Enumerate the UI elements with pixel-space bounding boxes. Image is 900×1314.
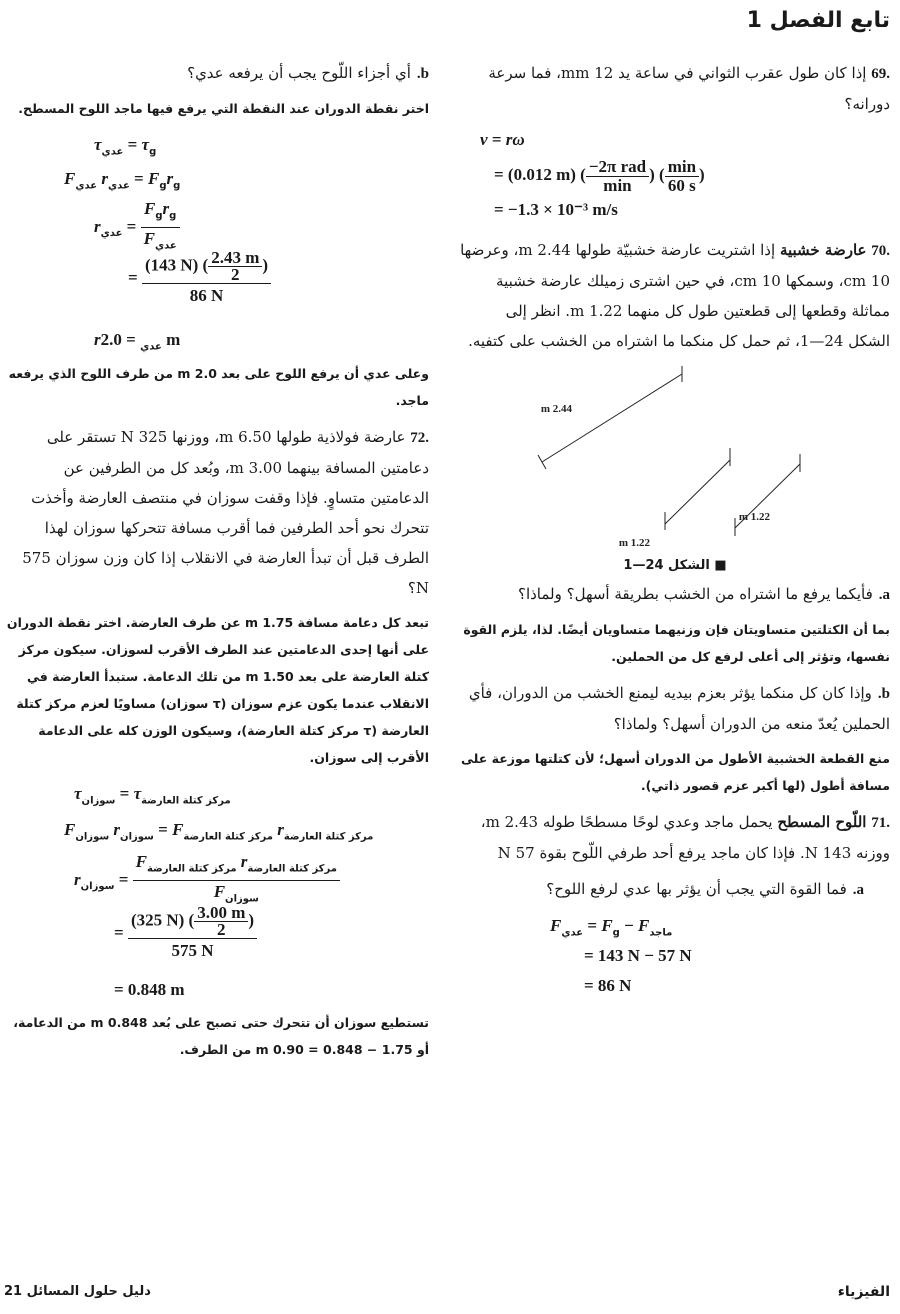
conclusion-72: تستطيع سوزان أن تتحرك حتى تصبح على بُعد 0.848 m من الدعامة، أو 1.75 − 0.848 = 0.90 m من الطرف. [13,1015,429,1057]
left-column [4,58,429,1071]
answer-71b: اختر نقطة الدوران عند النقطة التي يرفع فيها ماجد اللوح المسطح. [18,101,429,116]
problem-number: 69. [871,66,890,82]
label-short-board-b: 1.22 m [738,511,770,523]
problem-71 [460,807,890,868]
problem-number: 71. [871,815,890,831]
equation-line: = 0.848 m [114,980,185,999]
label-short-board-a: 1.22 m [618,537,650,549]
equation-line: = (0.012 m) ( $\frac{\text{−2π rad}}{\min}$ ) ( $\frac{\min}{60 s}$ ) [494,156,705,195]
equation-line: $F_{سوزان}$ $r_{سوزان} = F_{مركز كتلة العارضة}$ $r_{مركز كتلة العارضة}$ [64,820,374,843]
equation-line: = (143 N) ( $\frac{2.43 m}{2}$ ) 86 N [64,250,429,320]
equation-line: $\tau_{عدي} = \tau_g$ [94,135,157,158]
fraction: (325 N) ( $\frac{3.00 m}{2}$ ) 575 N [128,905,257,963]
sub-question-70b: b.وإذا كان كل منكما يؤثر بعزم بيديه ليمنع الخشب من الدوران، فأي الحملين يُعدّ منعه من الدوران أسهل؟ ولماذا؟ [468,684,890,733]
equation-line: = 86 N [584,976,632,995]
equation-line: $r_{سوزان}$ = $\frac{F_{مركز كتلة العارضة} r_{مركز كتلة العارضة}}{F_{سوزان}}$ [64,851,429,905]
figure-caption: ■ الشكل 24—1 [623,558,727,573]
sub-question-70a: a.فأيكما يرفع ما اشتراه من الخشب بطريقة أسهل؟ ولماذا؟ [518,585,890,603]
equation-line: v = rω [480,130,525,149]
problem-70 [460,235,890,356]
conclusion-71b: وعلى عدي أن يرفع اللوح على بعد 2.0 m من طرف اللوح الذي يرفعه ماجد. [8,366,429,408]
footer-subject: الفيزياء [837,1284,890,1300]
equation-line: = −1.3 × 10⁻³ m/s [494,200,618,219]
equation-line: $r_{عدي}$ = $\frac{F_gr_g}{F_{عدي}}$ [64,198,429,250]
fraction: $\frac{\text{−2π rad}}{\min}$ [586,158,649,195]
problem-term: اللّوح المسطح [777,813,867,831]
problem-69 [460,58,890,119]
fraction: $\frac{3.00 m}{2}$ [194,905,248,938]
sub-question-71b: b.أي أجزاء اللّوح يجب أن يرفعه عدي؟ [187,64,429,82]
problem-text: إذا اشتريت عارضة خشبيّة طولها 2.44 m، وعرضها 10 cm، وسمكها 10 cm، في حين اشترى زميلك عارضة خشبية مماثلة وقطعها إلى قطعتين طول كل منهما 1.22 m. انظر إلى الشكل 24—1، ثم حمل كل منكما ما اشتراه من الخشب على كتفيه. [460,241,890,350]
equation-line: r $_{عدي}$ = 2.0 m [94,330,181,353]
page-title: تابع الفصل 1 [746,8,890,33]
label-long-board: 2.44 m [540,403,572,415]
problem-72 [4,422,429,603]
board-end-tick [538,455,546,469]
problem-text: عارضة فولاذية طولها 6.50 m، ووزنها 325 N تستقر على دعامتين المسافة بينهما 3.00 m، وبُعد كل من الطرفين عن الدعامتين متساوٍ. فإذا وقفت سوزان في منتصف العارضة وأخذت تتحرك نحو أحد الطرفين فما أقرب مسافة تتحركها سوزان لهذا الطرف قبل أن تبدأ العارضة في الانقلاب إذا كان وزن سوزان 575 N؟ [22,428,429,597]
equation-block-69 [480,125,890,225]
fraction: (143 N) ( $\frac{2.43 m}{2}$ ) 86 N [142,250,271,308]
equation-line: $\tau_{سوزان} = \tau_{مركز كتلة العارضة}$ [74,784,231,807]
fraction: $\frac{F_{مركز كتلة العارضة} r_{مركز كتلة العارضة}}{F_{سوزان}}$ [133,851,340,911]
equation-line: = 143 N − 57 N [584,946,692,965]
equation-line: $F_{عدي}$ $r_{عدي} = F_gr_g$ [64,169,181,192]
equation-line: $F_{عدي} = F_g - F_{ماجد}$ [550,916,673,939]
right-column [460,58,890,1001]
short-board-line-a [665,460,730,524]
problem-term: عارضة خشبية [779,241,867,259]
fraction: $\frac{\min}{60 s}$ [665,158,699,195]
answer-70a: بما أن الكتلتين متساويتان فإن وزنيهما متساويان أيضًا. لذا، يلزم القوة نفسها، وتؤثر إلى أعلى لرفع كل من الحملين. [463,622,890,664]
problem-number: 70. [871,243,890,259]
figure-24-1 [460,362,890,573]
problem-number: 72. [410,430,429,446]
equation-block-71a [550,911,890,1001]
answer-70b: منع القطعة الخشبية الأطول من الدوران أسهل؛ لأن كتلتها موزعة على مسافة أطول (لها أكبر عزم قصور ذاتي). [461,751,890,793]
footer-page-label: دليل حلول المسائل 21 [4,1284,151,1299]
equation-line: = (325 N) ( $\frac{3.00 m}{2}$ ) 575 N [64,905,429,971]
fraction: $\frac{2.43 m}{2}$ [208,250,262,283]
fraction: $\frac{F_gr_g}{F_{عدي}}$ [141,198,180,258]
equation-block-71b [64,130,429,360]
problem-text: يحمل ماجد وعدي لوحًا مسطحًا طوله 2.43 m، ووزنه 143 N. فإذا كان ماجد يرفع أحد طرفي اللّوح بقوة 57 N [480,813,890,862]
figure-drawing [460,362,890,552]
sub-question-71a: a.فما القوة التي يجب أن يؤثر بها عدي لرفع اللوح؟ [546,880,864,898]
answer-72: تبعد كل دعامة مسافة 1.75 m عن طرف العارضة. اختر نقطة الدوران على أنها إحدى الدعامتين عند الطرف الأقرب لسوزان. سيكون مركز كتلة العارضة على بعد 1.50 m من تلك الدعامة. ستبدأ العارضة في الانقلاب عندما يكون عزم سوزان (τ سوزان) مساويًا لعزم مركز كتلة العارضة (τ مركز كتلة العارضة)، وسيكون الوزن كله على الدعامة الأقرب إلى سوزان. [6,615,429,765]
long-board-line [542,374,682,462]
problem-text: إذا كان طول عقرب الثواني في ساعة يد 12 mm، فما سرعة دورانه؟ [488,64,890,113]
equation-block-72 [64,779,429,1009]
